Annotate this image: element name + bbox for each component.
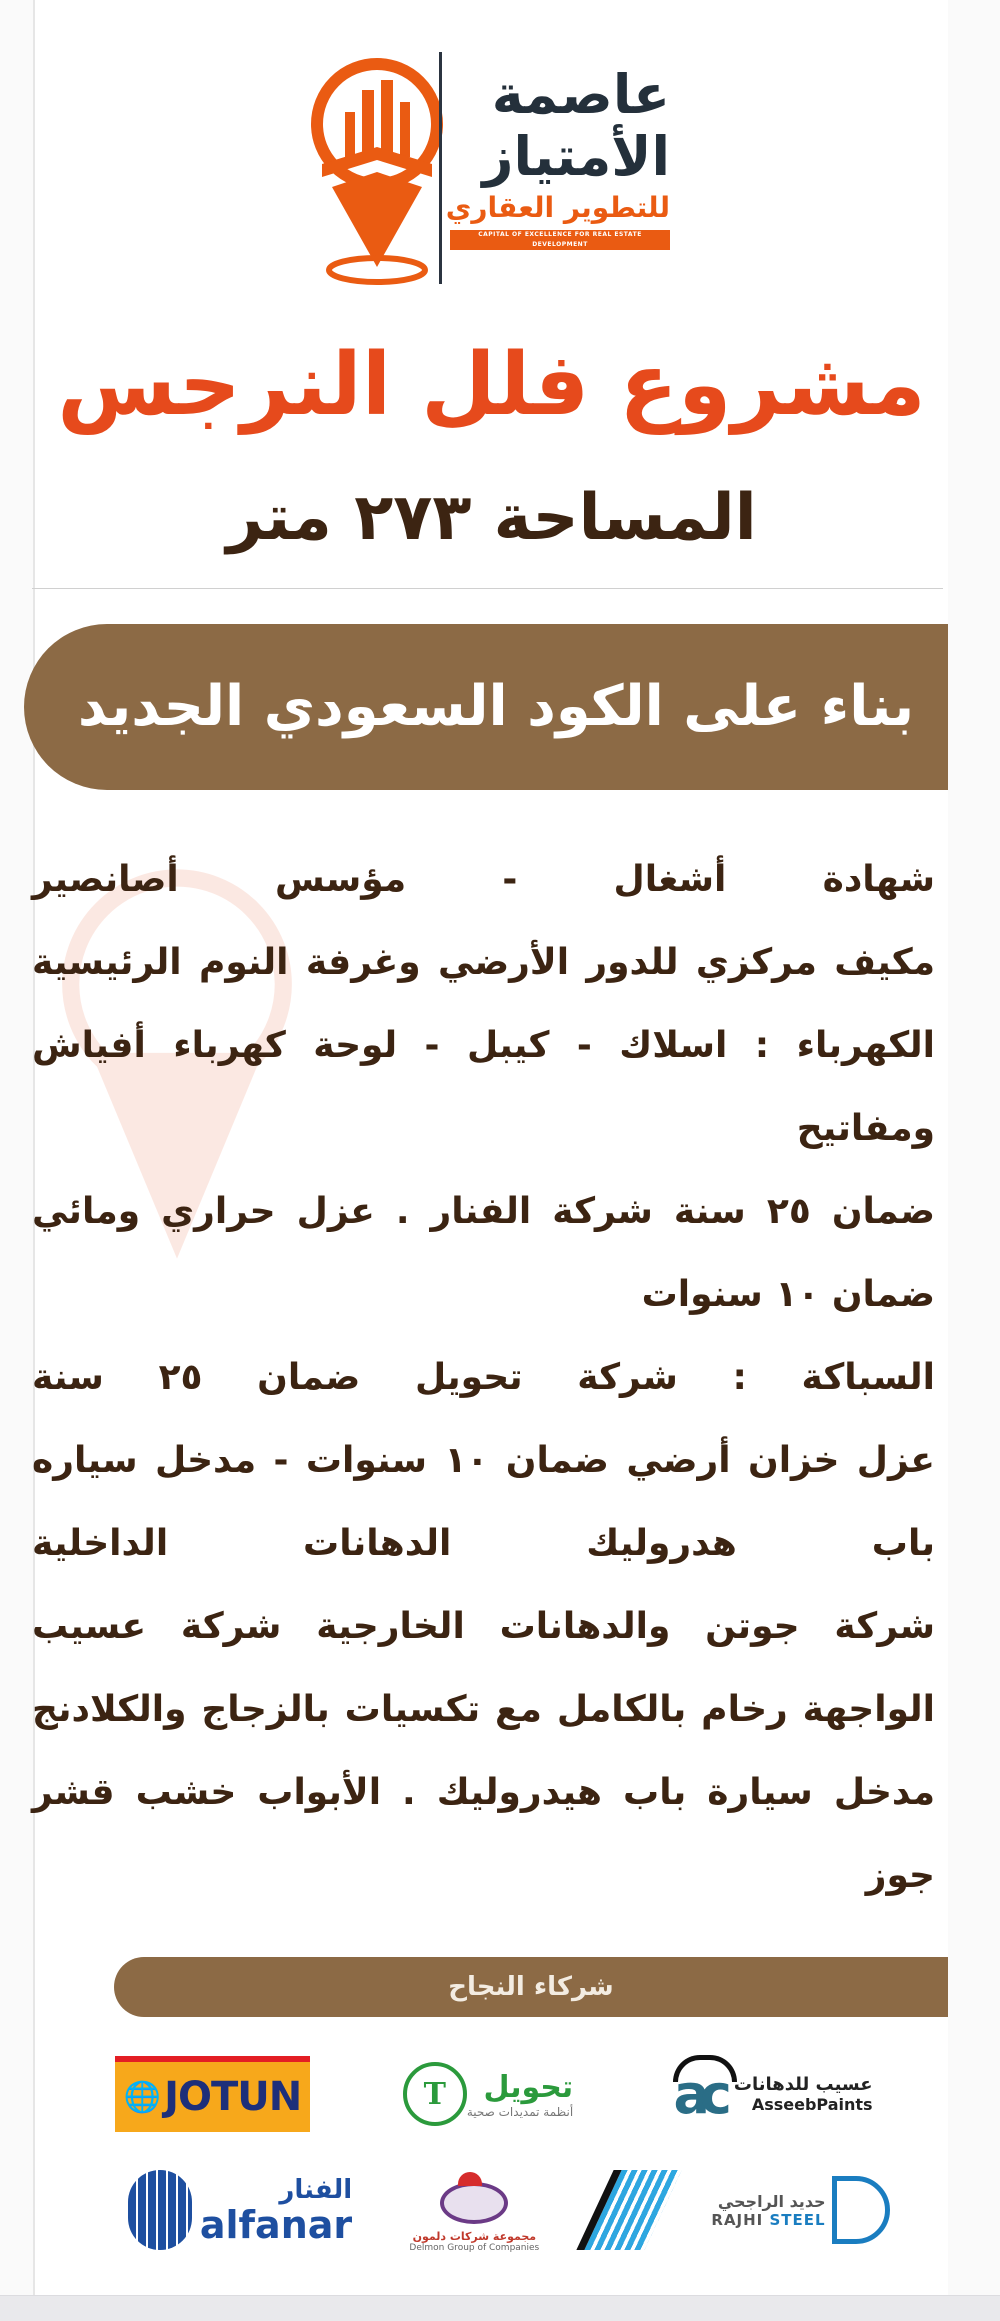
logo-line-1: عاصمة xyxy=(491,63,670,126)
rajhi-english-1: RAJHI xyxy=(711,2210,764,2229)
delmon-english: Delmon Group of Companies xyxy=(409,2242,540,2253)
rajhi-emblem-icon xyxy=(832,2176,890,2244)
partner-logos-row-1 xyxy=(115,2049,888,2139)
tahweel-sub: أنظمة تمديدات صحية xyxy=(466,2104,574,2119)
feature-line: ضمان ٢٥ سنة شركة الفنار . عزل حراري ومائي xyxy=(32,1191,935,1232)
delmon-arabic: مجموعة شركات دلمون xyxy=(412,2229,537,2243)
asseeb-logo xyxy=(658,2049,888,2139)
flyer-page xyxy=(33,0,948,2295)
saveto-stripes-icon xyxy=(576,2170,681,2250)
tahweel-logo xyxy=(379,2054,589,2134)
tahweel-text xyxy=(467,2070,573,2119)
feature-line: مكيف مركزي للدور الأرضي وغرفة النوم الرئيسية xyxy=(32,942,935,983)
jotun-text: JOTUN xyxy=(164,2074,302,2120)
asseeb-english: AsseebPaints xyxy=(751,2095,873,2114)
globe-icon: 🌐 xyxy=(123,2079,161,2115)
flyer-content xyxy=(32,0,948,2295)
tahweel-emblem-icon xyxy=(403,2062,467,2126)
features-list xyxy=(32,838,935,1917)
delmon-logo xyxy=(404,2165,544,2255)
tahweel-mark: T xyxy=(423,2076,446,2112)
alfanar-logo xyxy=(115,2168,365,2253)
jotun-logo xyxy=(115,2056,310,2132)
banner-label: بناء على الكود السعودي الجديد xyxy=(77,674,915,739)
partner-logos-row-2 xyxy=(115,2165,888,2255)
feature-line: باب هدروليك الدهانات الداخلية xyxy=(32,1523,935,1564)
partners-banner xyxy=(114,1957,948,2017)
logo-line-3: للتطوير العقاري xyxy=(445,191,670,224)
feature-line: الواجهة رخام بالكامل مع تكسيات بالزجاج والكلادنج xyxy=(32,1689,935,1730)
feature-line: الكهرباء : اسلاك - كيبل - لوحة كهرباء أفياش ومفاتيح xyxy=(32,1025,935,1149)
project-title: مشروع فلل النرجس xyxy=(57,335,926,435)
divider xyxy=(32,588,943,589)
alfanar-english: alfanar xyxy=(199,2203,353,2247)
saudi-code-banner xyxy=(24,624,948,790)
project-area: المساحة ٢٧٣ متر xyxy=(226,481,757,555)
feature-line: مدخل سيارة باب هيدروليك . الأبواب خشب قشر جوز xyxy=(32,1772,935,1896)
tahweel-name: تحويل xyxy=(483,2069,574,2105)
partners-label: شركاء النجاح xyxy=(448,1972,614,2002)
logo-line-2: الأمتياز xyxy=(482,125,670,188)
feature-line: ضمان ١٠ سنوات xyxy=(641,1274,935,1315)
saveto-logo xyxy=(584,2165,674,2255)
delmon-emblem-icon xyxy=(440,2182,508,2224)
bottom-bar xyxy=(0,2295,1000,2321)
asseeb-arabic: عسيب للدهانات xyxy=(733,2074,873,2095)
alfanar-globe-icon xyxy=(128,2170,192,2250)
feature-line: شهادة أشغال - مؤسس أصانصير xyxy=(32,859,935,900)
feature-line: عزل خزان أرضي ضمان ١٠ سنوات - مدخل سياره xyxy=(32,1440,936,1481)
logo-tagline: CAPITAL OF EXCELLENCE FOR REAL ESTATE DEVELOPMENT xyxy=(450,230,670,250)
asseeb-emblem-icon: ac xyxy=(673,2062,722,2126)
rajhi-arabic: حديد الراجحي xyxy=(717,2191,826,2211)
alfanar-arabic: الفنار xyxy=(279,2175,353,2205)
rajhi-english-2: STEEL xyxy=(769,2210,826,2229)
feature-line: السباكة : شركة تحويل ضمان ٢٥ سنة xyxy=(32,1357,935,1398)
rajhi-steel-logo xyxy=(713,2168,888,2253)
feature-line: شركة جوتن والدهانات الخارجية شركة عسيب xyxy=(32,1606,935,1647)
